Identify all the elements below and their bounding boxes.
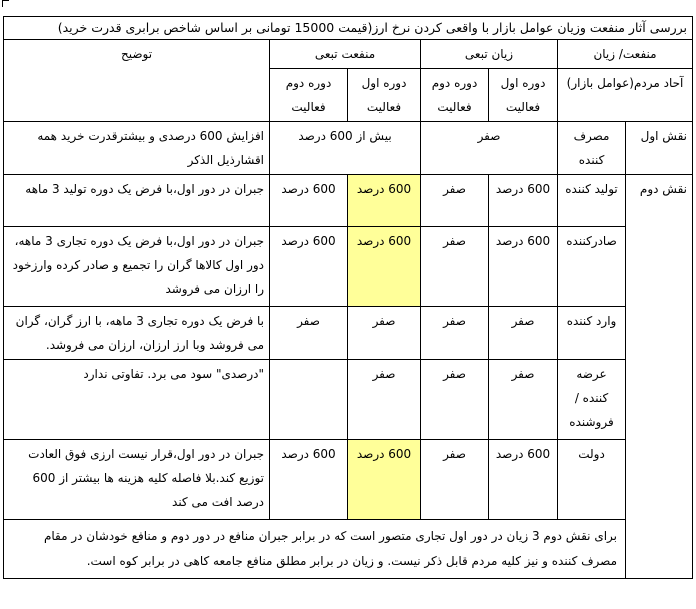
footer-row — [4, 520, 693, 579]
row-loss-period2: صفر — [421, 360, 489, 440]
row-gain-period1: صفر — [348, 360, 421, 440]
row-description: جبران در دور اول،قرار نیست ارزی فوق العادت توزیع کند.بلا فاصله کلیه هزینه ها بیشتر از 600 درصد افت می کند — [4, 440, 270, 520]
row-description: جبران در دور اول،با فرض یک دوره تولید 3 ماهه — [4, 175, 270, 227]
row-loss-period1: 600 درصد — [489, 227, 558, 307]
ppp-analysis-table — [3, 16, 693, 579]
role1-description: افزایش 600 درصدی و بیشترقدرت خرید همه اقشارذیل الذکر — [4, 122, 270, 175]
row-gain-period1-highlight: 600 درصد — [348, 175, 421, 227]
row-description: جبران در دور اول،با فرض یک دوره تجاری 3 ماهه، دور اول کالاها گران را تجمیع و صادر کرده وارزخود را ارزان می فروشد — [4, 227, 270, 307]
page-corner-marker — [2, 0, 9, 7]
row-gain-period2: 600 درصد — [270, 440, 348, 520]
header-actor: منفعت/ زیان — [558, 40, 693, 69]
header-gain-period1: دوره اول فعالیت — [348, 69, 421, 122]
table-row — [4, 175, 693, 227]
title-row — [4, 17, 693, 40]
role1-gain: بیش از 600 درصد — [270, 122, 421, 175]
row-description: "درصدی" سود می برد. تفاوتی ندارد — [4, 360, 270, 440]
row-gain-period2 — [270, 360, 348, 440]
row-loss-period1: صفر — [489, 360, 558, 440]
header-loss-period2: دوره دوم فعالیت — [421, 69, 489, 122]
row-loss-period2: صفر — [421, 227, 489, 307]
footer-note: برای نقش دوم 3 زیان در دور اول تجاری متصور است که در برابر جبران منافع در دور دوم و منافع خودشان در مقام مصرف کننده و نیز کلیه مردم قابل ذکر نیست. و زیان در برابر مطلق منافع جامعه کاهی در برابر کوه است. — [4, 520, 626, 579]
row-actor: وارد کننده — [558, 307, 626, 360]
table-row — [4, 360, 693, 440]
header-description: توضیح — [4, 40, 270, 122]
row-loss-period2: صفر — [421, 307, 489, 360]
row-gain-period1-highlight: 600 درصد — [348, 440, 421, 520]
row-description: با فرض یک دوره تجاری 3 ماهه، با ارز گران، گران می فروشد وبا ارز ارزان، ارزان می فروشد. — [4, 307, 270, 360]
table-row — [4, 227, 693, 307]
row-gain-period2: صفر — [270, 307, 348, 360]
role1-loss: صفر — [421, 122, 558, 175]
row-loss-period1: 600 درصد — [489, 175, 558, 227]
row-gain-period1-highlight: 600 درصد — [348, 227, 421, 307]
row-loss-period2: صفر — [421, 440, 489, 520]
row-loss-period1: صفر — [489, 307, 558, 360]
header-loss: زیان تبعی — [421, 40, 558, 69]
role1-row — [4, 122, 693, 175]
row-actor: تولید کننده — [558, 175, 626, 227]
table-title: بررسی آثار منفعت وزیان عوامل بازار با واقعی کردن نرخ ارز(قیمت 15000 تومانی بر اساس شاخص برابری قدرت خرید) — [4, 17, 693, 40]
table-row — [4, 307, 693, 360]
row-gain-period2: 600 درصد — [270, 227, 348, 307]
role2-label: نقش دوم — [626, 175, 693, 579]
row-actor: صادرکننده — [558, 227, 626, 307]
row-actor: دولت — [558, 440, 626, 520]
row-gain-period2: 600 درصد — [270, 175, 348, 227]
header-gain-period2: دوره دوم فعالیت — [270, 69, 348, 122]
role1-actor: مصرف کننده — [558, 122, 626, 175]
row-gain-period1: صفر — [348, 307, 421, 360]
table-row — [4, 440, 693, 520]
row-actor: عرضه کننده /فروشنده — [558, 360, 626, 440]
row-loss-period1: 600 درصد — [489, 440, 558, 520]
row-loss-period2: صفر — [421, 175, 489, 227]
role1-label: نقش اول — [626, 122, 693, 175]
header-loss-period1: دوره اول فعالیت — [489, 69, 558, 122]
header-row-1 — [4, 40, 693, 69]
header-people: آحاد مردم(عوامل بازار) — [558, 69, 693, 122]
header-gain: منفعت تبعی — [270, 40, 421, 69]
